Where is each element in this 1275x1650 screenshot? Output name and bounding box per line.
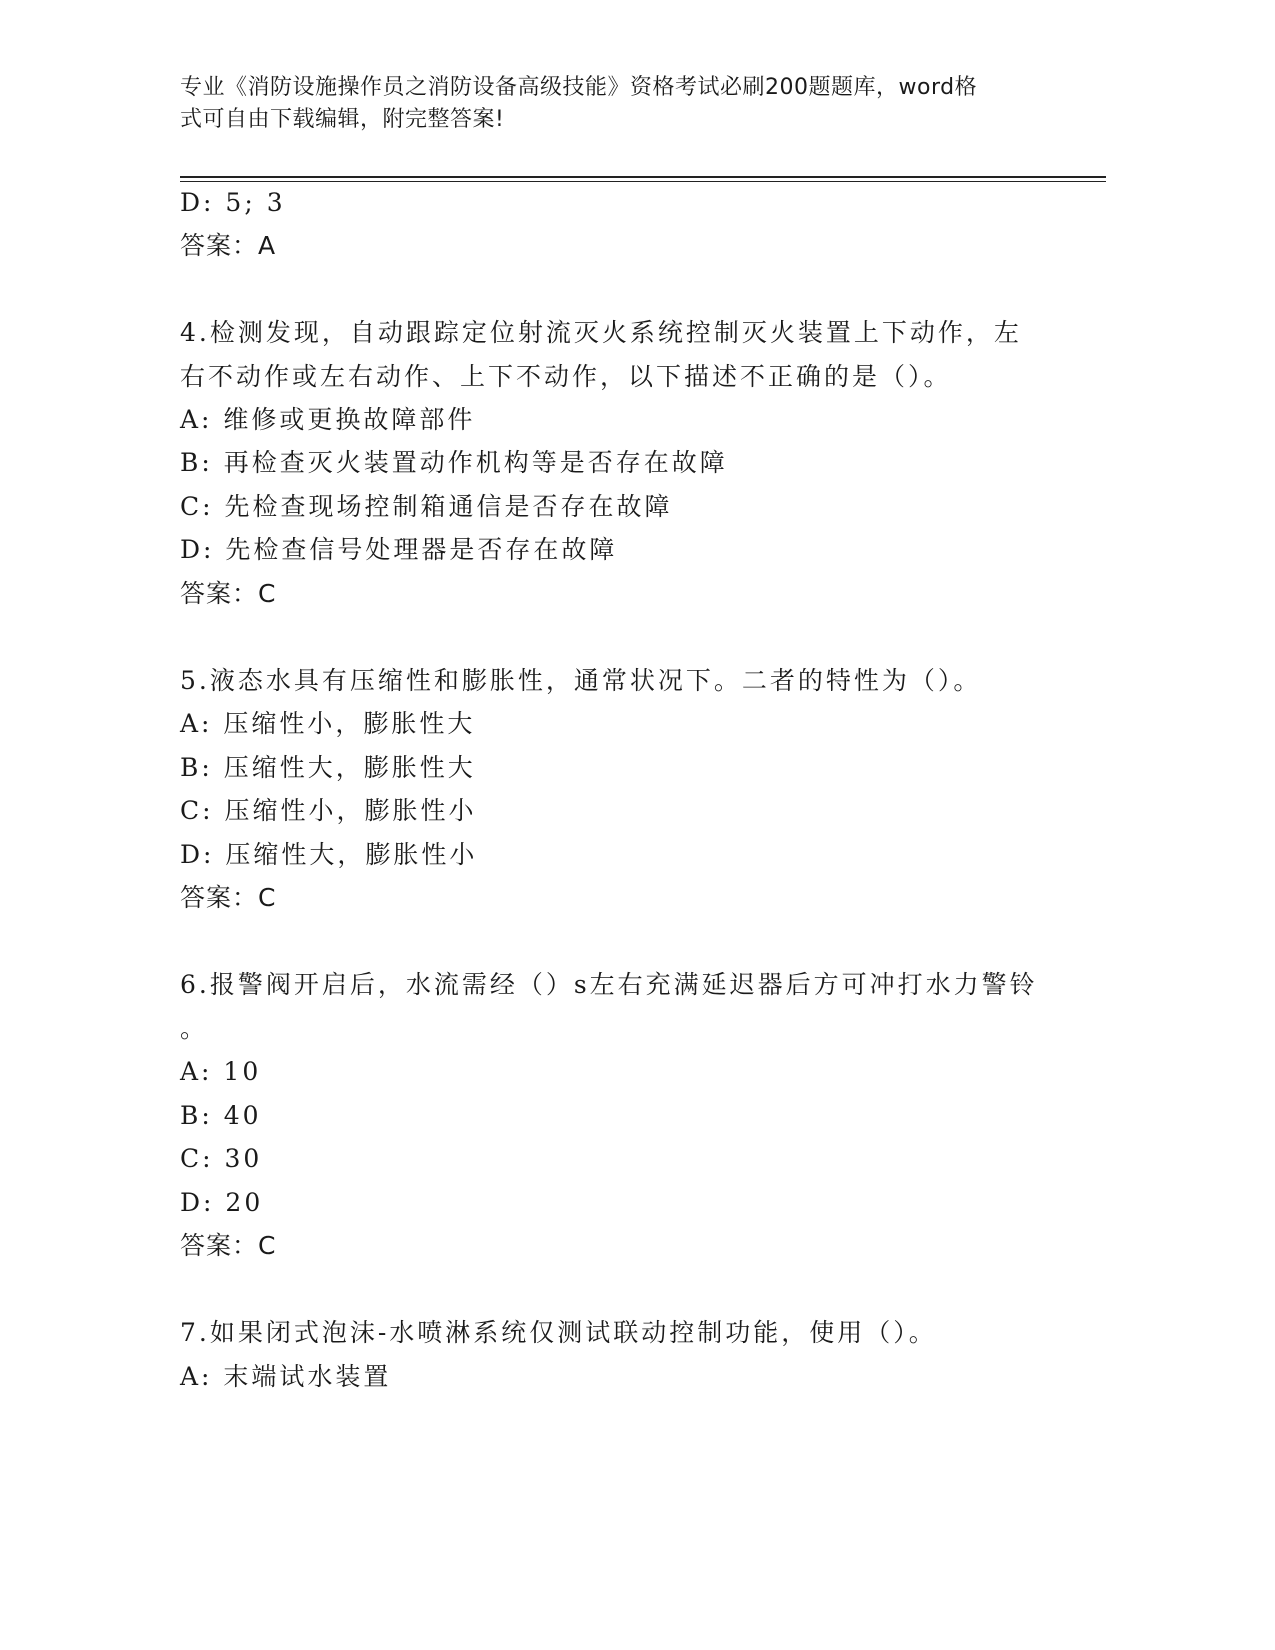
question-7-option-a: A: 末端试水装置 (180, 1362, 392, 1391)
question-6-option-c: C: 30 (180, 1144, 263, 1173)
question-5-option-a: A: 压缩性小，膨胀性大 (180, 709, 476, 738)
question-4-option-a: A: 维修或更换故障部件 (180, 405, 476, 434)
question-6-option-d: D: 20 (180, 1188, 264, 1217)
answer-line: 答案：A (180, 231, 277, 260)
question-6-text-cont: 。 (180, 1014, 209, 1043)
question-5-answer: 答案：C (180, 883, 277, 912)
question-4-option-b: B: 再检查灭火装置动作机构等是否存在故障 (180, 448, 728, 477)
question-5-option-c: C: 压缩性小，膨胀性小 (180, 796, 477, 825)
question-4-answer: 答案：C (180, 579, 277, 608)
header-divider-thin (180, 181, 1106, 182)
header-divider (180, 176, 1106, 178)
question-6-text: 6.报警阀开启后，水流需经（）s左右充满延迟器后方可冲打水力警铃 (180, 970, 1038, 999)
question-6-answer: 答案：C (180, 1231, 277, 1260)
header-line-1: 专业《消防设施操作员之消防设备高级技能》资格考试必刷200题题库，word格 (180, 75, 978, 100)
question-5-option-d: D: 压缩性大，膨胀性小 (180, 840, 478, 869)
question-7-text: 7.如果闭式泡沫-水喷淋系统仅测试联动控制功能，使用（）。 (180, 1318, 937, 1347)
question-4-text: 4.检测发现，自动跟踪定位射流灭火系统控制灭火装置上下动作，左 (180, 318, 1022, 347)
question-6-option-b: B: 40 (180, 1101, 262, 1130)
question-6-option-a: A: 10 (180, 1057, 262, 1086)
option-d: D: 5; 3 (180, 188, 286, 217)
question-4-text-cont: 右不动作或左右动作、上下不动作，以下描述不正确的是（）。 (180, 362, 952, 391)
question-5-option-b: B: 压缩性大，膨胀性大 (180, 753, 476, 782)
question-4-option-c: C: 先检查现场控制箱通信是否存在故障 (180, 492, 673, 521)
question-4-option-d: D: 先检查信号处理器是否存在故障 (180, 535, 618, 564)
question-5-text: 5.液态水具有压缩性和膨胀性，通常状况下。二者的特性为（）。 (180, 666, 982, 695)
document-header (180, 72, 1060, 136)
header-line-2: 式可自由下载编辑，附完整答案! (180, 107, 505, 132)
